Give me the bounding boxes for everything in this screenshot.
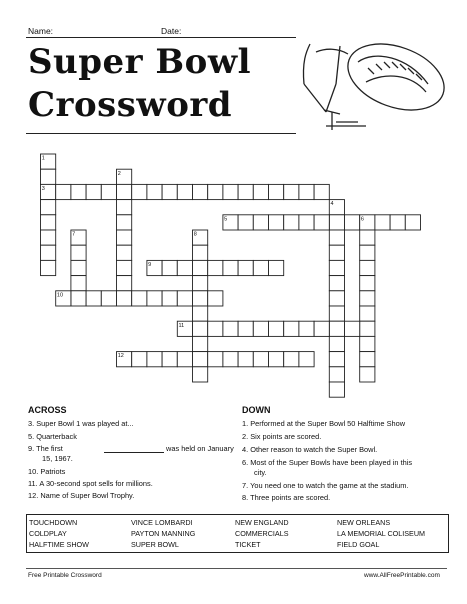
footer-rule (26, 568, 447, 569)
across-clue-12: 12. Name of Super Bowl Trophy. (28, 491, 135, 500)
grid-cell[interactable] (193, 291, 208, 306)
grid-cell[interactable] (329, 276, 344, 291)
grid-cell[interactable] (329, 230, 344, 245)
grid-cell[interactable] (41, 245, 56, 260)
grid-number: 12 (117, 353, 124, 360)
grid-cell[interactable] (314, 215, 329, 230)
grid-cell[interactable] (269, 260, 284, 275)
grid-cell[interactable] (253, 184, 268, 199)
grid-cell[interactable] (147, 184, 162, 199)
word-bank-item: SUPER BOWL (131, 540, 179, 549)
grid-cell[interactable] (41, 215, 56, 230)
grid-cell[interactable] (71, 276, 86, 291)
across-clue-11: 11. A 30-second spot sells for millions. (28, 479, 153, 488)
grid-cell[interactable] (284, 184, 299, 199)
word-bank-item: VINCE LOMBARDI (131, 518, 193, 527)
grid-cell[interactable] (117, 245, 132, 260)
grid-cell[interactable] (329, 352, 344, 367)
grid-cell[interactable] (71, 260, 86, 275)
grid-number: 6 (360, 216, 364, 223)
grid-cell[interactable] (329, 367, 344, 382)
grid-cell[interactable] (41, 230, 56, 245)
page-title-line2: Crossword (28, 85, 233, 125)
grid-cell[interactable] (299, 352, 314, 367)
grid-cell[interactable] (223, 260, 238, 275)
grid-cell[interactable] (71, 291, 86, 306)
down-heading: DOWN (242, 405, 271, 415)
grid-cell[interactable] (253, 352, 268, 367)
grid-number: 1 (41, 155, 45, 162)
grid-cell[interactable] (117, 184, 132, 199)
grid-number: 8 (193, 231, 197, 238)
grid-cell[interactable] (162, 291, 177, 306)
grid-cell[interactable] (147, 291, 162, 306)
word-bank-item: TICKET (235, 540, 261, 549)
down-clue-6: 6. Most of the Super Bowls have been played in this (242, 458, 413, 467)
across-clue-5: 5. Quarterback (28, 432, 77, 441)
grid-number: 9 (148, 262, 152, 268)
down-clue-2: 2. Six points are scored. (242, 432, 322, 441)
across-clue-10: 10. Patriots (28, 467, 66, 476)
grid-cell[interactable] (193, 352, 208, 367)
grid-number: 7 (72, 231, 76, 238)
grid-cell[interactable] (284, 352, 299, 367)
grid-cell[interactable] (390, 215, 405, 230)
grid-cell[interactable] (360, 336, 375, 351)
grid-number: 4 (330, 201, 334, 208)
grid-cell[interactable] (253, 321, 268, 336)
word-bank (26, 514, 449, 553)
down-clue-4: 4. Other reason to watch the Super Bowl. (242, 445, 378, 454)
grid-cell[interactable] (269, 184, 284, 199)
word-bank-item: TOUCHDOWN (29, 518, 78, 527)
grid-cell[interactable] (269, 321, 284, 336)
down-clue-7: 7. You need one to watch the game at the stadium. (242, 481, 409, 490)
grid-cell[interactable] (299, 321, 314, 336)
grid-cell[interactable] (177, 291, 192, 306)
grid-cell[interactable] (345, 215, 360, 230)
grid-cell[interactable] (360, 230, 375, 245)
name-label: Name: (28, 26, 54, 36)
across-heading: ACROSS (28, 405, 67, 415)
grid-cell[interactable] (177, 260, 192, 275)
grid-cell[interactable] (101, 291, 116, 306)
grid-cell[interactable] (329, 245, 344, 260)
grid-cell[interactable] (208, 260, 223, 275)
grid-cell[interactable] (360, 260, 375, 275)
grid-cell[interactable] (238, 260, 253, 275)
grid-cell[interactable] (193, 367, 208, 382)
grid-cell[interactable] (238, 215, 253, 230)
grid-cell[interactable] (193, 321, 208, 336)
grid-cell[interactable] (208, 291, 223, 306)
grid-cell[interactable] (360, 352, 375, 367)
grid-cell[interactable] (360, 306, 375, 321)
grid-cell[interactable] (86, 291, 101, 306)
grid-cell[interactable] (208, 321, 223, 336)
grid-cell[interactable] (299, 215, 314, 230)
grid-cell[interactable] (162, 352, 177, 367)
grid-cell[interactable] (238, 321, 253, 336)
across-clue-9-blank (104, 452, 164, 453)
grid-cell[interactable] (223, 321, 238, 336)
grid-cell[interactable] (314, 321, 329, 336)
grid-cell[interactable] (375, 215, 390, 230)
grid-cell[interactable] (253, 260, 268, 275)
grid-cell[interactable] (238, 184, 253, 199)
grid-cell[interactable] (299, 184, 314, 199)
grid-cell[interactable] (193, 260, 208, 275)
grid-cell[interactable] (329, 382, 344, 397)
grid-cell[interactable] (117, 215, 132, 230)
grid-cell[interactable] (329, 260, 344, 275)
footer-right: www.AllFreePrintable.com (364, 572, 440, 579)
grid-cell[interactable] (71, 184, 86, 199)
across-clue-9-cont2: 15, 1967. (42, 454, 73, 463)
grid-cell[interactable] (193, 276, 208, 291)
page-title-line1: Super Bowl (28, 42, 252, 82)
grid-cell[interactable] (41, 260, 56, 275)
grid-cell[interactable] (284, 321, 299, 336)
grid-cell[interactable] (193, 306, 208, 321)
grid-number: 5 (224, 216, 228, 223)
grid-cell[interactable] (193, 245, 208, 260)
word-bank-item: LA MEMORIAL COLISEUM (337, 529, 426, 538)
grid-number: 2 (117, 170, 121, 177)
word-bank-item: PAYTON MANNING (131, 529, 196, 538)
grid-cell[interactable] (405, 215, 420, 230)
grid-cell[interactable] (71, 245, 86, 260)
grid-cell[interactable] (56, 184, 71, 199)
grid-cell[interactable] (223, 352, 238, 367)
grid-cell[interactable] (360, 245, 375, 260)
grid-cell[interactable] (329, 215, 344, 230)
date-label: Date: (161, 26, 182, 36)
word-bank-item: HALFTIME SHOW (29, 540, 89, 549)
grid-cell[interactable] (132, 291, 147, 306)
grid-cell[interactable] (41, 169, 56, 184)
grid-cell[interactable] (117, 276, 132, 291)
grid-cell[interactable] (345, 321, 360, 336)
grid-cell[interactable] (284, 215, 299, 230)
word-bank-item: NEW ENGLAND (235, 518, 289, 527)
grid-cell[interactable] (269, 352, 284, 367)
grid-cell[interactable] (269, 215, 284, 230)
grid-cell[interactable] (86, 184, 101, 199)
grid-cell[interactable] (238, 352, 253, 367)
word-bank-item: FIELD GOAL (337, 540, 380, 549)
grid-cell[interactable] (329, 306, 344, 321)
grid-number: 10 (56, 292, 64, 299)
grid-cell[interactable] (223, 184, 238, 199)
grid-cell[interactable] (177, 184, 192, 199)
grid-cell[interactable] (117, 200, 132, 215)
word-bank-item: NEW ORLEANS (337, 518, 391, 527)
grid-number: 11 (178, 322, 185, 329)
across-clue-9: 9. The first (28, 444, 63, 453)
grid-cell[interactable] (117, 260, 132, 275)
grid-cell[interactable] (41, 200, 56, 215)
grid-cell[interactable] (177, 352, 192, 367)
grid-cell[interactable] (193, 184, 208, 199)
grid-cell[interactable] (162, 184, 177, 199)
grid-cell[interactable] (132, 352, 147, 367)
grid-cell[interactable] (253, 215, 268, 230)
grid-number: 3 (41, 186, 45, 192)
down-clue-8: 8. Three points are scored. (242, 493, 331, 502)
grid-cell[interactable] (360, 276, 375, 291)
grid-cell[interactable] (132, 184, 147, 199)
word-bank-item: COMMERCIALS (235, 529, 289, 538)
grid-cell[interactable] (314, 184, 329, 199)
word-bank-item: COLDPLAY (29, 529, 67, 538)
grid-cell[interactable] (101, 184, 116, 199)
across-clue-3: 3. Super Bowl 1 was played at... (28, 419, 134, 428)
grid-cell[interactable] (193, 336, 208, 351)
grid-cell[interactable] (208, 352, 223, 367)
grid-cell[interactable] (117, 230, 132, 245)
grid-cell[interactable] (162, 260, 177, 275)
grid-cell[interactable] (360, 321, 375, 336)
grid-cell[interactable] (360, 367, 375, 382)
grid-cell[interactable] (147, 352, 162, 367)
down-clue-6-cont: city. (254, 468, 267, 477)
footer-left: Free Printable Crossword (28, 572, 102, 579)
grid-cell[interactable] (208, 184, 223, 199)
grid-cell[interactable] (329, 336, 344, 351)
grid-cell[interactable] (117, 291, 132, 306)
down-clue-1: 1. Performed at the Super Bowl 50 Halftime Show (242, 419, 406, 428)
grid-cell[interactable] (329, 321, 344, 336)
grid-cell[interactable] (329, 291, 344, 306)
across-clue-9-cont: was held on January (166, 444, 234, 453)
grid-cell[interactable] (360, 291, 375, 306)
